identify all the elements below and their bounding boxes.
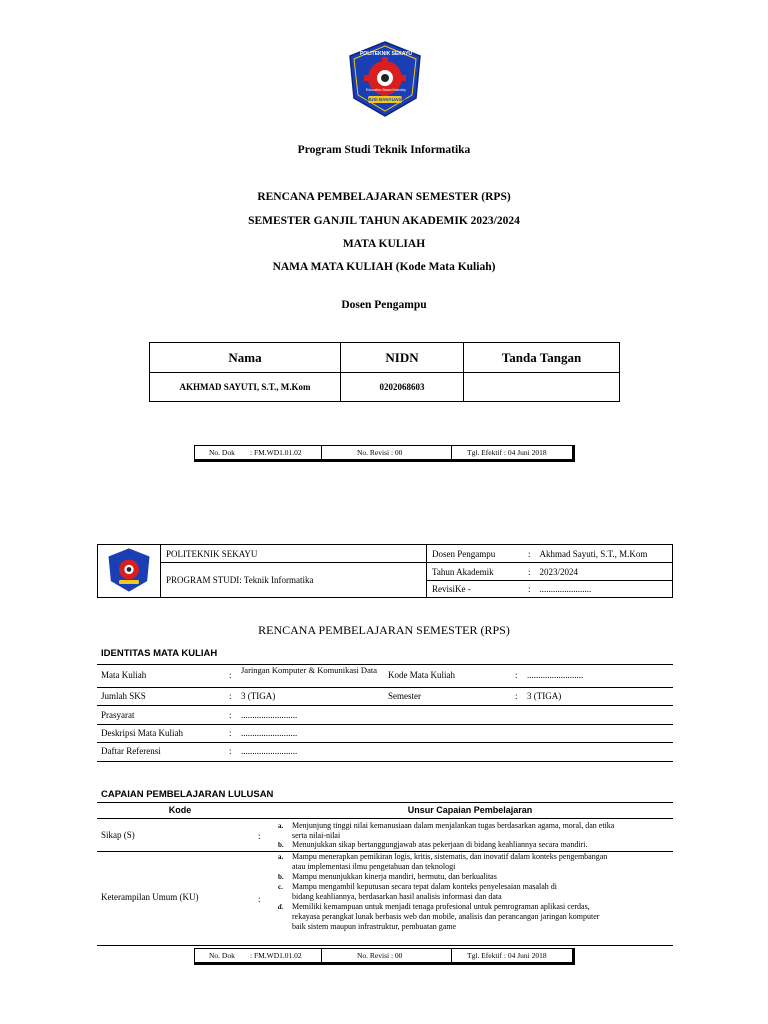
doc-footer-2 <box>194 948 575 965</box>
sikap-item-a-line2: serta nilai-nilai <box>292 831 341 840</box>
colon: : <box>229 746 232 756</box>
tgl-efektif: Tgl. Efektif : 04 Juni 2018 <box>467 448 547 457</box>
ku-item-a-letter: a. <box>278 853 284 861</box>
mata-kuliah-label: Mata Kuliah <box>101 670 147 680</box>
rule <box>97 818 673 819</box>
header-tahun-label: Tahun Akademik <box>427 563 524 581</box>
kode-label: Kode Mata Kuliah <box>388 670 455 680</box>
header-tahun: 2023/2024 <box>539 566 579 577</box>
rule <box>97 687 673 688</box>
divider <box>321 446 322 459</box>
header-institution: POLITEKNIK SEKAYU <box>161 545 427 563</box>
rule <box>97 945 673 946</box>
sks-value: 3 (TIGA) <box>241 691 276 701</box>
page2-title: RENCANA PEMBELAJARAN SEMESTER (RPS) <box>258 623 510 637</box>
colon: : <box>229 670 232 680</box>
tgl-efektif: Tgl. Efektif : 04 Juni 2018 <box>467 951 547 960</box>
course-name: NAMA MATA KULIAH (Kode Mata Kuliah) <box>272 261 496 273</box>
politeknik-sekayu-logo-small <box>105 547 153 593</box>
lecturer-nidn: 0202068603 <box>341 373 464 402</box>
header-nidn: NIDN <box>341 343 464 373</box>
semester-value: 3 (TIGA) <box>527 691 562 701</box>
header-program: PROGRAM STUDI: Teknik Informatika <box>161 563 427 598</box>
header-revisi-value <box>523 581 673 598</box>
no-dok-value: : FM.WD1.01.02 <box>250 951 302 960</box>
sikap-item-a-letter: a. <box>278 822 284 830</box>
semester-label: Semester <box>388 691 421 701</box>
lecturer-name: AKHMAD SAYUTI, S.T., M.Kom <box>150 373 341 402</box>
colon: : <box>229 691 232 701</box>
ku-item-d-line3: baik sistem maupun infrastruktur, pembuatan game <box>292 922 457 931</box>
logo-motto: Education Based Industry <box>366 88 406 92</box>
lecturer-signature <box>464 373 620 402</box>
colon: : <box>258 831 261 841</box>
rps-title: RENCANA PEMBELAJARAN SEMESTER (RPS) <box>257 191 511 203</box>
ku-item-d-line1: Memiliki kemampuan untuk menjadi tenaga profesional untuk pemrograman aplikasi cerdas, <box>292 902 590 911</box>
divider <box>451 446 452 459</box>
ku-item-c-line1: Mampu mengambil keputusan secara tepat dalam konteks penyelesaian masalah di <box>292 882 558 891</box>
rule <box>97 724 673 725</box>
page-header-table <box>97 544 673 598</box>
sks-label: Jumlah SKS <box>101 691 146 701</box>
header-logo-cell <box>98 545 161 598</box>
ku-item-c-letter: c. <box>278 883 283 891</box>
colon: : <box>229 728 232 738</box>
rule <box>97 761 673 762</box>
col-kode: Kode <box>168 805 192 815</box>
prasyarat-value: ......................... <box>241 710 298 720</box>
no-dok-label: No. Dok <box>209 448 235 457</box>
colon: : <box>528 566 531 577</box>
doc-footer-1 <box>194 445 575 462</box>
prasyarat-label: Prasyarat <box>101 710 135 720</box>
colon: : <box>528 548 531 559</box>
rule <box>97 664 673 665</box>
identitas-heading: IDENTITAS MATA KULIAH <box>101 648 218 659</box>
ku-item-a-line2: atau implementasi ilmu pengetahuan dan teknologi <box>292 862 456 871</box>
header-revisi-label: RevisiKe - <box>427 581 524 598</box>
ku-label: Keterampilan Umum (KU) <box>101 892 199 902</box>
header-tahun-value <box>523 563 673 581</box>
sikap-item-b-letter: b. <box>278 841 284 849</box>
rule <box>97 802 673 803</box>
colon: : <box>229 710 232 720</box>
colon: : <box>515 670 518 680</box>
colon: : <box>528 584 531 594</box>
ku-item-c-line2: bidang keahliannya, berdasarkan hasil analisis informasi dan data <box>292 892 502 901</box>
header-dosen-value <box>523 545 673 563</box>
ku-item-b-line1: Mampu menunjukkan kinerja mandiri, bermutu, dan berkualitas <box>292 872 497 881</box>
no-revisi: No. Revisi : 00 <box>357 951 403 960</box>
header-nama: Nama <box>150 343 341 373</box>
logo-bottom-text: MUSI BANYUASIN <box>366 97 406 102</box>
no-dok-label: No. Dok <box>209 951 235 960</box>
divider <box>451 949 452 962</box>
program-title: Program Studi Teknik Informatika <box>297 144 471 156</box>
colon: : <box>258 894 261 904</box>
header-dosen-name: Akhmad Sayuti, S.T., M.Kom <box>539 548 648 559</box>
sikap-item-a-line1: Menjunjung tinggi nilai kemanusiaan dalam menjalankan tugas berdasarkan agama, moral, dan etika <box>292 821 615 830</box>
rule <box>97 742 673 743</box>
mata-kuliah-label: MATA KULIAH <box>342 238 426 250</box>
rule <box>97 705 673 706</box>
header-tanda-tangan: Tanda Tangan <box>464 343 620 373</box>
lecturer-table <box>149 342 620 402</box>
dosen-label: Dosen Pengampu <box>341 299 427 311</box>
header-dosen-label: Dosen Pengampu <box>427 545 524 563</box>
semester-title: SEMESTER GANJIL TAHUN AKADEMIK 2023/2024 <box>248 215 520 227</box>
logo-top-text: POLITEKNIK SEKAYU <box>359 51 413 57</box>
sikap-item-b-line1: Menunjukkan sikap bertanggungjawab atas pekerjaan di bidang keahliannya secara mandiri. <box>292 840 588 849</box>
ku-item-d-line2: rekayasa perangkat lunak berbasis web dan mobile, analisis dan perancangan jaringan komputer <box>292 912 600 921</box>
header-revisi: ....................... <box>539 584 592 594</box>
sikap-label: Sikap (S) <box>101 830 135 840</box>
kode-value: ......................... <box>527 670 584 680</box>
ku-item-b-letter: b. <box>278 873 284 881</box>
no-dok-value: : FM.WD1.01.02 <box>250 448 302 457</box>
ku-item-a-line1: Mampu menerapkan pemikiran logis, kritis, sistematis, dan inovatif dalam konteks pengembangan <box>292 852 608 861</box>
col-unsur: Unsur Capaian Pembelajaran <box>407 805 533 815</box>
ku-item-d-letter: d. <box>278 903 284 911</box>
referensi-label: Daftar Referensi <box>101 746 161 756</box>
deskripsi-value: ......................... <box>241 728 298 738</box>
deskripsi-label: Deskripsi Mata Kuliah <box>101 728 183 738</box>
no-revisi: No. Revisi : 00 <box>357 448 403 457</box>
referensi-value: ......................... <box>241 746 298 756</box>
mata-kuliah-value: Jaringan Komputer & Komunikasi Data <box>241 665 377 675</box>
colon: : <box>515 691 518 701</box>
divider <box>321 949 322 962</box>
cpl-heading: CAPAIAN PEMBELAJARAN LULUSAN <box>101 789 274 800</box>
